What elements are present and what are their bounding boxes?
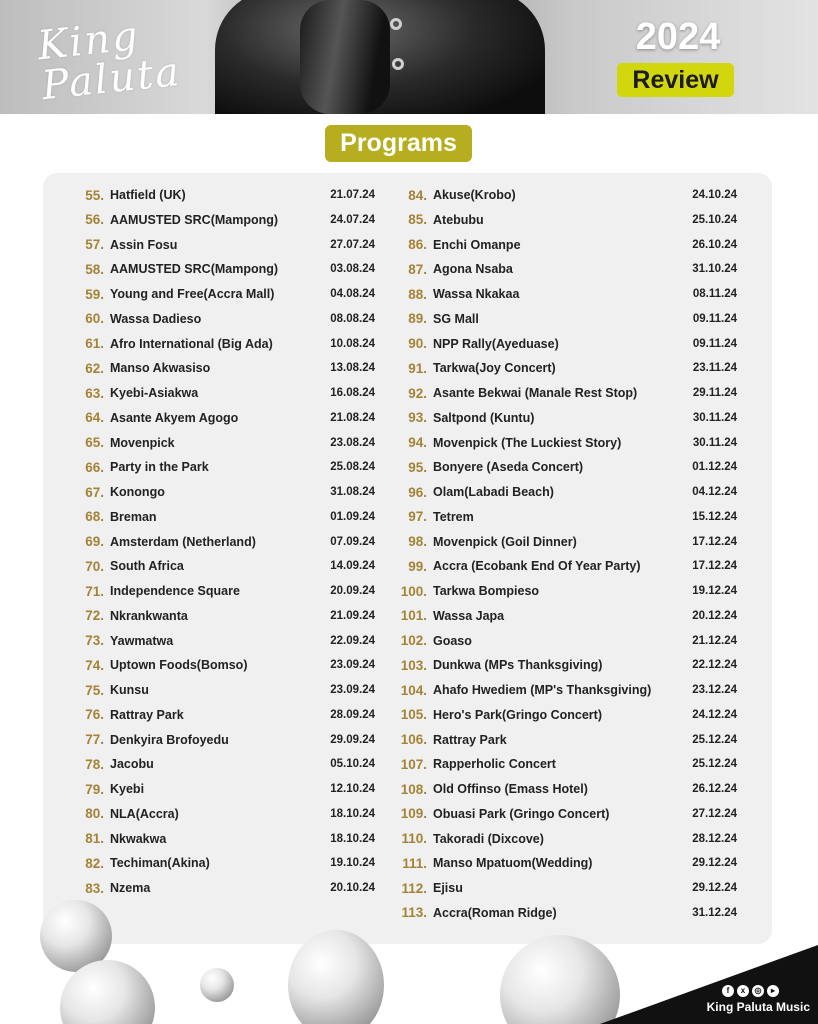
program-number: 56.	[85, 212, 104, 228]
program-date: 04.12.24	[692, 486, 737, 498]
program-number: 112.	[401, 880, 427, 896]
program-date: 21.12.24	[692, 634, 737, 647]
program-number: 86.	[408, 237, 427, 252]
program-date: 04.08.24	[330, 288, 375, 300]
program-row	[70, 679, 375, 701]
program-row	[70, 531, 375, 553]
program-date: 21.07.24	[330, 189, 375, 201]
program-venue: Breman	[110, 509, 157, 524]
program-number: 61.	[85, 336, 104, 351]
program-date: 29.12.24	[692, 857, 737, 870]
program-row	[397, 877, 737, 899]
program-venue: Tetrem	[433, 509, 474, 524]
program-venue: Hero's Park(Gringo Concert)	[433, 707, 602, 722]
program-number: 113.	[401, 905, 427, 921]
program-number: 62.	[85, 360, 104, 376]
program-date: 16.08.24	[330, 387, 375, 399]
program-number: 58.	[85, 261, 104, 277]
program-row	[397, 357, 737, 379]
king-paluta-signature: King Paluta	[35, 12, 184, 110]
review-badge: Review	[617, 63, 734, 97]
program-venue: Ejisu	[433, 881, 463, 895]
program-number: 94.	[408, 435, 427, 450]
program-date: 10.08.24	[330, 337, 375, 350]
program-number: 100.	[400, 583, 427, 599]
program-date: 25.12.24	[692, 733, 737, 746]
program-row	[70, 407, 375, 429]
program-venue: SG Mall	[433, 311, 479, 326]
program-number: 67.	[85, 484, 104, 500]
program-row	[397, 580, 737, 602]
program-number: 84.	[408, 187, 427, 203]
program-venue: Olam(Labadi Beach)	[433, 485, 554, 499]
program-venue: Dunkwa (MPs Thanksgiving)	[433, 658, 603, 673]
programs-column-right	[397, 184, 737, 924]
program-number: 80.	[85, 806, 104, 822]
program-number: 108.	[400, 781, 427, 797]
social-icons	[722, 985, 779, 997]
program-number: 111.	[402, 855, 427, 871]
program-number: 104.	[400, 682, 427, 698]
program-venue: Uptown Foods(Bomso)	[110, 658, 248, 673]
program-venue: Obuasi Park (Gringo Concert)	[433, 806, 610, 821]
program-venue: Nkrankwanta	[110, 608, 188, 623]
program-date: 28.12.24	[692, 832, 737, 845]
program-row	[70, 803, 375, 825]
program-number: 87.	[408, 261, 427, 277]
programs-column-left	[70, 184, 375, 924]
program-venue: Bonyere (Aseda Concert)	[433, 460, 584, 475]
program-venue: Afro International (Big Ada)	[110, 336, 273, 351]
program-date: 26.10.24	[692, 238, 737, 251]
program-venue: Nkwakwa	[110, 831, 167, 846]
program-number: 59.	[85, 286, 104, 302]
program-number: 81.	[85, 831, 104, 846]
program-venue: Kunsu	[110, 683, 149, 697]
program-row	[70, 555, 375, 577]
program-date: 17.12.24	[692, 535, 737, 548]
program-date: 24.12.24	[692, 708, 737, 721]
program-number: 57.	[85, 237, 104, 252]
program-venue: Akuse(Krobo)	[433, 188, 516, 202]
program-venue: Konongo	[110, 485, 165, 499]
program-venue: Movenpick (The Luckiest Story)	[433, 435, 622, 450]
program-row	[70, 258, 375, 280]
program-venue: Wassa Japa	[433, 608, 505, 623]
program-number: 85.	[408, 212, 427, 228]
program-date: 12.10.24	[330, 783, 375, 795]
program-row	[70, 654, 375, 676]
program-number: 97.	[408, 509, 427, 525]
program-venue: Jacobu	[110, 757, 154, 772]
program-row	[70, 828, 375, 850]
program-number: 66.	[85, 459, 104, 475]
program-number: 82.	[85, 855, 104, 871]
program-venue: AAMUSTED SRC(Mampong)	[110, 262, 279, 277]
program-number: 101.	[400, 608, 427, 624]
year-title: 2024	[635, 16, 721, 58]
program-venue: Young and Free(Accra Mall)	[110, 287, 275, 301]
program-date: 23.12.24	[692, 684, 737, 696]
program-number: 55.	[85, 187, 104, 203]
program-venue: Techiman(Akina)	[110, 856, 210, 871]
program-number: 69.	[85, 534, 104, 549]
program-venue: Rattray Park	[110, 707, 184, 722]
program-row	[70, 506, 375, 528]
decorative-sphere	[200, 968, 234, 1002]
program-date: 07.09.24	[330, 535, 375, 548]
program-row	[70, 580, 375, 602]
program-venue: NPP Rally(Ayeduase)	[433, 336, 559, 351]
program-date: 23.09.24	[330, 684, 375, 696]
program-date: 29.12.24	[692, 882, 737, 894]
program-row	[397, 382, 737, 404]
program-venue: Ahafo Hwediem (MP's Thanksgiving)	[433, 683, 652, 697]
program-date: 18.10.24	[330, 807, 375, 820]
program-date: 29.11.24	[692, 387, 737, 399]
program-venue: AAMUSTED SRC(Mampong)	[110, 212, 279, 227]
program-date: 14.09.24	[330, 560, 375, 573]
program-venue: Party in the Park	[110, 460, 209, 475]
program-date: 01.12.24	[692, 461, 737, 474]
program-date: 30.11.24	[692, 436, 737, 449]
program-venue: Rapperholic Concert	[433, 757, 556, 772]
program-row	[397, 704, 737, 726]
program-number: 102.	[400, 633, 427, 648]
program-row	[397, 531, 737, 553]
program-number: 90.	[408, 336, 427, 351]
program-date: 19.10.24	[330, 857, 375, 870]
program-date: 20.12.24	[692, 609, 737, 622]
program-date: 01.09.24	[330, 510, 375, 523]
program-venue: Amsterdam (Netherland)	[110, 534, 256, 549]
program-number: 70.	[85, 558, 104, 574]
program-row	[70, 852, 375, 874]
brand-name: King Paluta Music	[706, 1000, 810, 1014]
facebook-icon[interactable]: f	[722, 985, 734, 997]
program-date: 30.11.24	[692, 411, 737, 424]
program-venue: Yawmatwa	[110, 633, 174, 648]
program-number: 63.	[85, 385, 104, 401]
program-date: 15.12.24	[692, 510, 737, 523]
program-row	[397, 481, 737, 503]
youtube-icon[interactable]: ▸	[767, 985, 779, 997]
program-number: 78.	[85, 756, 104, 772]
program-date: 31.10.24	[692, 263, 737, 276]
program-number: 109.	[400, 806, 427, 822]
program-date: 18.10.24	[330, 832, 375, 845]
program-venue: Assin Fosu	[110, 237, 178, 252]
program-row	[397, 852, 737, 874]
program-venue: Enchi Omanpe	[433, 237, 521, 252]
program-row	[70, 605, 375, 627]
program-row-spacer	[70, 902, 375, 924]
program-number: 105.	[400, 707, 427, 723]
instagram-icon[interactable]: ◎	[752, 985, 764, 997]
program-venue: South Africa	[110, 559, 184, 574]
program-number: 73.	[85, 633, 104, 648]
program-row	[397, 753, 737, 775]
program-row	[397, 555, 737, 577]
program-number: 96.	[408, 484, 427, 500]
program-venue: Movenpick	[110, 435, 175, 450]
program-venue: Denkyira Brofoyedu	[110, 732, 229, 747]
program-date: 09.11.24	[692, 337, 737, 350]
program-row	[397, 283, 737, 305]
decorative-sphere	[500, 935, 620, 1024]
program-venue: Independence Square	[110, 584, 240, 598]
program-date: 27.12.24	[692, 807, 737, 820]
program-number: 68.	[85, 509, 104, 525]
program-date: 08.08.24	[330, 312, 375, 325]
program-date: 31.12.24	[692, 906, 737, 919]
program-date: 25.10.24	[692, 213, 737, 226]
program-row	[70, 704, 375, 726]
program-venue: Manso Akwasiso	[110, 361, 211, 376]
program-date: 24.07.24	[330, 213, 375, 226]
program-row	[70, 184, 375, 206]
program-number: 65.	[85, 435, 104, 450]
program-row	[70, 382, 375, 404]
program-date: 17.12.24	[692, 560, 737, 573]
program-venue: Movenpick (Goil Dinner)	[433, 534, 577, 549]
program-venue: Asante Bekwai (Manale Rest Stop)	[433, 386, 638, 400]
program-number: 107.	[400, 756, 427, 772]
program-date: 23.11.24	[692, 362, 737, 375]
program-list-right	[397, 184, 737, 924]
program-number: 95.	[408, 459, 427, 475]
program-date: 24.10.24	[692, 189, 737, 201]
program-row	[397, 679, 737, 701]
program-row	[70, 753, 375, 775]
program-venue: Takoradi (Dixcove)	[433, 831, 544, 846]
program-row	[397, 630, 737, 652]
program-row	[70, 209, 375, 231]
program-row	[70, 234, 375, 256]
program-row	[70, 283, 375, 305]
programs-title: Programs	[325, 125, 472, 162]
program-number: 98.	[408, 534, 427, 549]
program-venue: Kyebi	[110, 782, 145, 796]
program-date: 26.12.24	[692, 783, 737, 795]
program-row	[397, 407, 737, 429]
program-row	[70, 333, 375, 355]
program-row	[397, 654, 737, 676]
program-row	[397, 234, 737, 256]
jacket-fold	[300, 0, 390, 114]
program-venue: Tarkwa Bompieso	[433, 584, 540, 598]
program-date: 22.09.24	[330, 634, 375, 647]
program-row	[397, 308, 737, 330]
program-row	[70, 877, 375, 899]
program-date: 27.07.24	[330, 238, 375, 251]
program-row	[397, 184, 737, 206]
program-date: 23.08.24	[330, 436, 375, 449]
program-number: 89.	[408, 311, 427, 327]
program-number: 103.	[400, 657, 427, 673]
program-row	[397, 605, 737, 627]
program-number: 77.	[85, 732, 104, 747]
program-row	[70, 357, 375, 379]
program-date: 08.11.24	[692, 288, 737, 300]
program-row	[397, 902, 737, 924]
program-row	[397, 432, 737, 454]
program-venue: Wassa Dadieso	[110, 311, 202, 326]
program-date: 23.09.24	[330, 659, 375, 672]
program-row	[70, 456, 375, 478]
x-icon[interactable]: x	[737, 985, 749, 997]
program-venue: Agona Nsaba	[433, 262, 513, 277]
program-row	[397, 729, 737, 751]
program-date: 31.08.24	[330, 486, 375, 498]
program-row	[397, 333, 737, 355]
program-row	[70, 630, 375, 652]
program-row	[397, 209, 737, 231]
program-number: 71.	[85, 583, 104, 599]
program-row	[70, 432, 375, 454]
rivet-icon	[392, 58, 404, 70]
program-date: 20.09.24	[330, 585, 375, 597]
program-date: 03.08.24	[330, 263, 375, 276]
program-number: 60.	[85, 311, 104, 327]
program-venue: Kyebi-Asiakwa	[110, 386, 199, 400]
program-row	[70, 308, 375, 330]
program-date: 21.09.24	[330, 609, 375, 622]
program-venue: Tarkwa(Joy Concert)	[433, 361, 556, 376]
program-venue: Hatfield (UK)	[110, 188, 186, 202]
program-row	[70, 778, 375, 800]
program-row	[397, 456, 737, 478]
program-venue: Saltpond (Kuntu)	[433, 410, 535, 425]
program-venue: Goaso	[433, 633, 472, 648]
program-number: 76.	[85, 707, 104, 723]
program-venue: Accra (Ecobank End Of Year Party)	[433, 559, 641, 574]
program-number: 74.	[85, 657, 104, 673]
program-date: 25.08.24	[330, 461, 375, 474]
program-number: 75.	[85, 682, 104, 698]
program-date: 21.08.24	[330, 411, 375, 424]
program-venue: Accra(Roman Ridge)	[433, 905, 557, 920]
program-venue: Rattray Park	[433, 732, 507, 747]
program-row	[397, 803, 737, 825]
rivet-icon	[390, 18, 402, 30]
program-number: 88.	[408, 286, 427, 302]
decorative-sphere	[288, 930, 384, 1024]
program-date: 19.12.24	[692, 585, 737, 597]
program-number: 79.	[85, 781, 104, 797]
program-venue: Asante Akyem Agogo	[110, 410, 239, 425]
program-date: 05.10.24	[330, 758, 375, 771]
program-number: 110.	[401, 831, 427, 846]
program-number: 64.	[85, 410, 104, 426]
program-venue: Manso Mpatuom(Wedding)	[433, 856, 593, 871]
program-list-left	[70, 184, 375, 924]
program-date: 09.11.24	[692, 312, 737, 325]
program-row	[397, 778, 737, 800]
program-date: 28.09.24	[330, 708, 375, 721]
program-date: 22.12.24	[692, 659, 737, 672]
program-row	[397, 258, 737, 280]
program-venue: Nzema	[110, 881, 151, 895]
program-venue: Atebubu	[433, 212, 484, 227]
program-number: 99.	[408, 558, 427, 574]
program-number: 93.	[408, 410, 427, 426]
program-number: 91.	[408, 360, 427, 376]
program-date: 20.10.24	[330, 882, 375, 894]
program-date: 29.09.24	[330, 733, 375, 746]
program-date: 13.08.24	[330, 362, 375, 375]
program-number: 106.	[400, 732, 427, 747]
program-row	[70, 729, 375, 751]
program-row	[397, 506, 737, 528]
program-venue: Wassa Nkakaa	[433, 287, 520, 301]
program-date: 25.12.24	[692, 758, 737, 771]
program-row	[70, 481, 375, 503]
program-venue: Old Offinso (Emass Hotel)	[433, 782, 588, 796]
program-row	[397, 828, 737, 850]
program-number: 83.	[85, 880, 104, 896]
program-number: 92.	[408, 385, 427, 401]
program-number: 72.	[85, 608, 104, 624]
program-venue: NLA(Accra)	[110, 806, 179, 821]
